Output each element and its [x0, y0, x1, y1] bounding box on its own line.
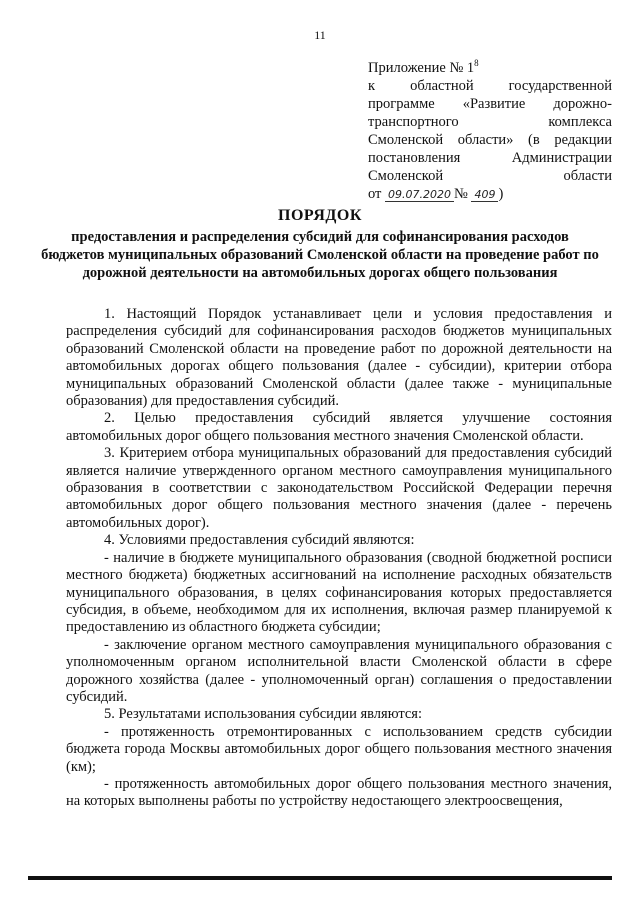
- appendix-line: Смоленской области: [368, 167, 612, 184]
- document-subtitle: предоставления и распределения субсидий для софинансирования расходов бюджетов муниципальных образований Смоленской области на проведение работ по дорожной деятельности на автомобильных дорогах общего пользования: [41, 229, 599, 281]
- appendix-line: постановления Администрации: [368, 149, 612, 166]
- handwritten-number: 409: [471, 188, 498, 202]
- appendix-superscript: 8: [474, 58, 479, 68]
- appendix-line: Смоленской области» (в редакции: [368, 131, 612, 148]
- footer-rule: [28, 876, 612, 880]
- appendix-date-line: от 09.07.2020 № 409 ): [368, 185, 504, 202]
- paragraph: 3. Критерием отбора муниципальных образований для предоставления субсидий является наличие утвержденного органом местного самоуправления муниципального образования в соответствии с законодательством Российской Федерации перечня автомобильных дорог общего пользования местного значения (далее - перечень автомобильных дорог).: [66, 445, 612, 531]
- page-number: 11: [314, 28, 326, 42]
- paragraph: - заключение органом местного самоуправления муниципального образования с уполномоченным органом исполнительной власти Смоленской области в сфере дорожного хозяйства (далее - уполномоченный орган) соглашения о предоставлении субсидий.: [66, 636, 612, 705]
- handwritten-date: 09.07.2020: [385, 188, 454, 202]
- document-body: [66, 306, 612, 811]
- appendix-line: программе «Развитие дорожно-: [368, 95, 612, 112]
- appendix-line: к областной государственной: [368, 77, 612, 94]
- paragraph: 1. Настоящий Порядок устанавливает цели и условия предоставления и распределения субсидий для софинансирования расходов бюджетов муниципальных образований Смоленской области на проведение работ по дорожной деятельности на автомобильных дорогах общего пользования (далее - субсидии), критерии отбора муниципальных образований Смоленской области (далее также - муниципальные образования) для предоставления субсидий.: [66, 306, 612, 410]
- document-title: ПОРЯДОК: [278, 207, 362, 224]
- appendix-block: [368, 54, 612, 204]
- paragraph: - протяженность отремонтированных с использованием средств субсидии бюджета города Москвы автомобильных дорог общего пользования местного значения (км);: [66, 723, 612, 775]
- appendix-title: Приложение № $1^8$: [368, 58, 479, 76]
- paragraph: - протяженность автомобильных дорог общего пользования местного значения, на которых выполнены работы по устройству недостающего электроосвещения,: [66, 775, 612, 810]
- paragraph: 2. Целью предоставления субсидий является улучшение состояния автомобильных дорог общего пользования местного значения Смоленской области.: [66, 410, 612, 444]
- paragraph: 5. Результатами использования субсидии являются:: [104, 706, 422, 723]
- paragraph: - наличие в бюджете муниципального образования (сводной бюджетной росписи местного бюджета) бюджетных ассигнований на исполнение расходных обязательств муниципального образования, в целях софинансирования которых предоставляется субсидия, в объеме, необходимом для их исполнения, включая размер планируемой к предоставлению из областного бюджета субсидии;: [66, 549, 612, 636]
- paragraph: 4. Условиями предоставления субсидий являются:: [104, 532, 415, 549]
- appendix-line: транспортного комплекса: [368, 113, 612, 130]
